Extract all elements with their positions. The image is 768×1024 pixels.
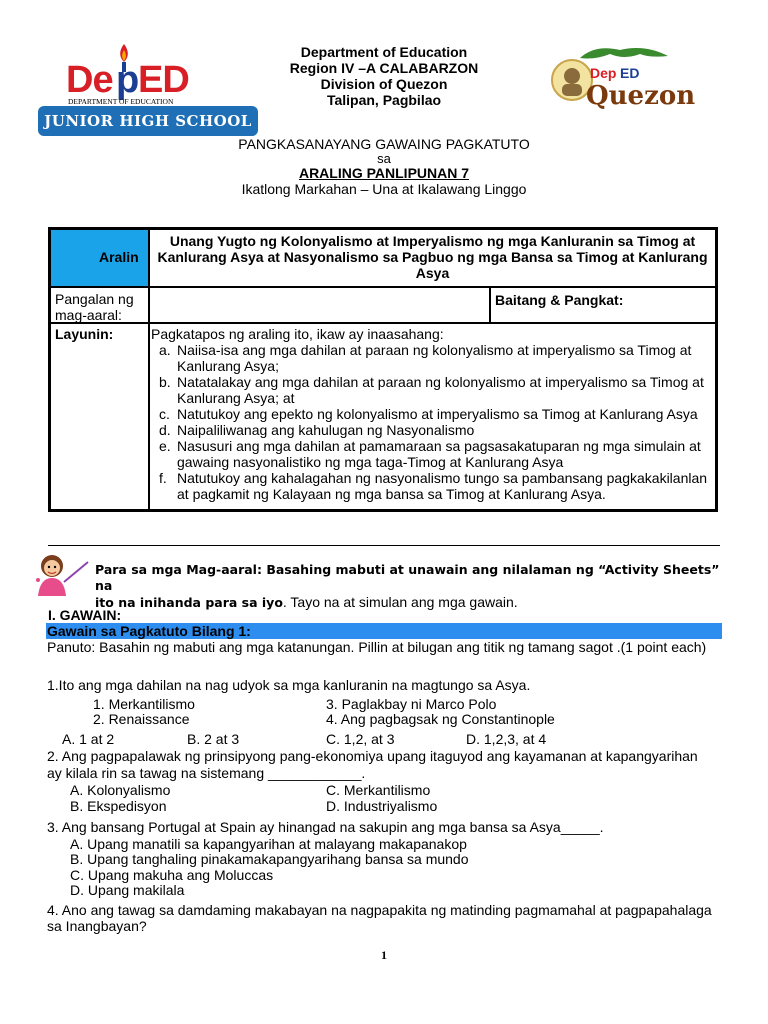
layunin-item [151,406,711,422]
gawain-heading: I. GAWAIN: [48,607,122,623]
layunin-content [151,326,711,502]
teacher-icon [30,548,90,598]
q2-choice-a: A. Kolonyalismo [70,782,171,798]
panuto-text: Panuto: Basahin ng mabuti ang mga katanungan. Pillin at bilugan ang titik ng tamang sagot .(1 point each) [47,639,707,655]
layunin-item [151,342,711,374]
q1-choice-d: D. 1,2,3, at 4 [466,731,547,747]
junior-high-school-banner: JUNIOR HIGH SCHOOL [38,106,258,136]
q2-choice-c: C. Merkantilismo [326,782,431,798]
question-2-line1: 2. Ang pagpapalawak ng prinsipyong pang-ekonomiya upang itaguyod ang kayamanan at kapangyarihan [47,748,698,764]
document-title: PANGKASANAYANG GAWAING PAGKATUTO [238,136,530,152]
page-number: 1 [381,948,387,962]
svg-text:p: p [116,59,139,101]
layunin-intro: Pagkatapos ng araling ito, ikaw ay inaasahang: [151,326,444,342]
note-bold-line2: ito na inihanda para sa iyo [95,595,283,610]
svg-text:ED: ED [138,59,189,101]
baitang-label: Baitang & Pangkat: [495,292,624,308]
subject-title: ARALING PANLIPUNAN 7 [298,165,470,181]
svg-text:De: De [66,59,113,101]
q2-choice-d: D. Industriyalismo [326,798,438,814]
svg-text:Quezon: Quezon [586,81,696,111]
layunin-item [151,374,711,406]
layunin-item [151,438,711,470]
question-1: 1.Ito ang mga dahilan na nag udyok sa mga kanluranin na magtungo sa Asya. [47,677,531,693]
pangalan-label: Pangalan ng mag-aaral: [55,291,134,323]
q1-item-1: 1. Merkantilismo [93,696,195,712]
q1-choice-c: C. 1,2, at 3 [326,731,395,747]
q3-choice-c: C. Upang makuha ang Moluccas [70,867,274,883]
svg-text:Dep: Dep [590,65,617,81]
layunin-item-marker: e. [159,438,171,454]
layunin-item-marker: c. [159,406,170,422]
layunin-item-marker: a. [159,342,171,358]
layunin-item-text: Nasusuri ang mga dahilan at pamamaraan sa pagsasakatuparan ng mga simulain at gawaing nasyonalistiko ng mga taga-Timog at Kanlurang Asya [177,438,701,470]
division-label: Division of Quezon [320,76,448,92]
student-note [95,562,725,611]
layunin-item [151,422,711,438]
q1-choice-a: A. 1 at 2 [62,731,115,747]
layunin-item-text: Natatalakay ang mga dahilan at paraan ng kolonyalismo at imperyalismo sa Timog at Kanlurang Asya; at [177,374,704,406]
layunin-item-text: Natutukoy ang kahalagahan ng nasyonalismo tungo sa pambansang pagkakakilanlan at pagkamit ng Kalayaan ng mga bansa sa Timog at Kanlurang Asya. [177,470,708,502]
question-2-line2: ay kilala rin sa tawag na sistemang ____________. [47,765,366,781]
layunin-item-marker: b. [159,374,171,390]
region-label: Region IV –A CALABARZON [289,60,479,76]
q1-item-4: 4. Ang pagbagsak ng Constantinople [326,711,555,727]
layunin-item-text: Natutukoy ang epekto ng kolonyalismo at imperyalismo sa Timog at Kanlurang Asya [177,406,698,422]
question-3: 3. Ang bansang Portugal at Spain ay hinangad na sakupin ang mga bansa sa Asya_____. [47,819,604,835]
gawain-bar-label: Gawain sa Pagkatuto Bilang 1: [47,623,251,639]
quarter-label: Ikatlong Markahan – Una at Ikalawang Linggo [241,181,527,197]
layunin-item-text: Naipaliliwanag ang kahulugan ng Nasyonalismo [177,422,475,438]
aralin-label: Aralin [99,249,139,265]
lesson-info-table [48,227,718,512]
svg-text:DEPARTMENT OF EDUCATION: DEPARTMENT OF EDUCATION [68,97,174,106]
title-sa: sa [377,151,391,166]
section-divider [48,545,720,546]
layunin-label: Layunin: [55,326,114,342]
q1-item-3: 3. Paglakbay ni Marco Polo [326,696,497,712]
layunin-item-text: Naiisa-isa ang mga dahilan at paraan ng kolonyalismo at imperyalismo sa Timog at Kanlurang Asya; [177,342,692,374]
layunin-item [151,470,711,502]
q1-item-2: 2. Renaissance [93,711,190,727]
layunin-list [151,342,711,502]
svg-text:ED: ED [620,65,640,81]
question-4-line2: sa Inangbayan? [47,918,147,934]
layunin-item-marker: f. [159,470,167,486]
location-label: Talipan, Pagbilao [326,92,442,108]
question-4-line1: 4. Ano ang tawag sa damdaming makabayan na nagpapakita ng matinding pagmamahal at pagpapahalaga [47,902,712,918]
q1-choice-b: B. 2 at 3 [187,731,240,747]
aralin-title: Unang Yugto ng Kolonyalismo at Imperyalismo ng mga Kanluranin sa Timog at Kanlurang Asya at Nasyonalismo sa Pagbuo ng mga Bansa sa Timog at Kanlurang Asya [157,233,708,281]
department-label: Department of Education [300,44,468,60]
q3-choice-b: B. Upang tanghaling pinakamakapangyarihang bansa sa mundo [70,851,469,867]
note-normal-line2: . Tayo na at simulan ang mga gawain. [282,594,518,610]
q2-choice-b: B. Ekspedisyon [70,798,167,814]
q3-choice-d: D. Upang makilala [70,882,185,898]
q3-choice-a: A. Upang manatili sa kapangyarihan at malayang makapanakop [70,836,467,852]
note-bold-line1: Para sa mga Mag-aaral: Basahing mabuti at unawain ang nilalaman ng “Activity Sheets” na [95,562,720,593]
layunin-item-marker: d. [159,422,171,438]
